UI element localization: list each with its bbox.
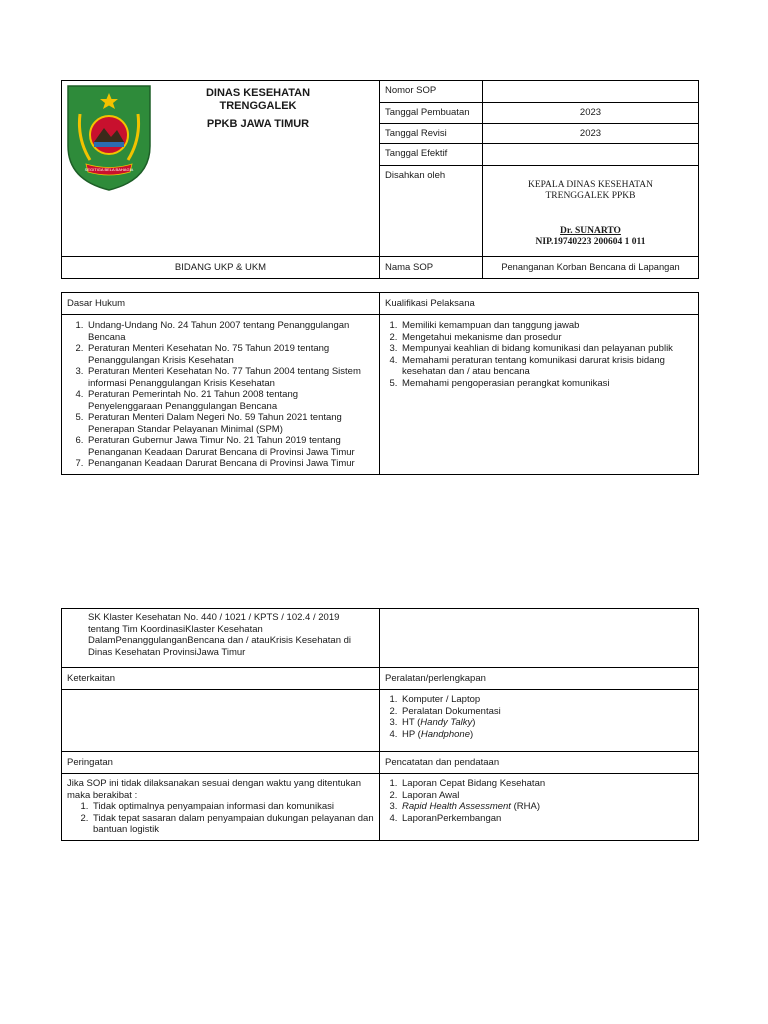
tanggal-efektif-label: Tanggal Efektif: [380, 144, 483, 166]
bidang-label: BIDANG UKP & UKM: [62, 257, 380, 279]
list-item: [400, 717, 694, 729]
item-text: Komputer / Laptop: [402, 694, 481, 705]
peringatan-label: Peringatan: [62, 752, 380, 774]
peralatan-cell: [380, 690, 699, 752]
list-item: 1. Memiliki kemampuan dan tanggung jawab: [400, 320, 694, 332]
list-item: [400, 729, 694, 741]
list-item: [400, 706, 694, 718]
sop-header-table: [61, 80, 699, 279]
trenggalek-logo-icon: [66, 84, 152, 192]
tanggal-revisi-value: 2023: [483, 123, 699, 144]
keterkaitan-value: [62, 690, 380, 752]
item-text: Laporan Awal: [402, 789, 460, 801]
list-item: 5. Memahami pengoperasian perangkat komunikasi: [400, 378, 694, 390]
approver-nip: NIP.19740223 200604 1 011: [535, 237, 646, 247]
pencatatan-cell: [380, 774, 699, 841]
dasar-hukum-list: [62, 320, 375, 470]
list-item: 1. Tidak optimalnya penyampaian informasi dan komunikasi: [91, 801, 374, 813]
item-after: ): [472, 717, 476, 728]
list-item: 5. Peraturan Menteri Dalam Negeri No. 59 Tahun 2021 tentang Penerapan Standar Pelayanan Minimal (SPM): [86, 412, 375, 435]
peralatan-list: [380, 694, 694, 740]
list-item: [400, 778, 694, 790]
keterkaitan-label: Keterkaitan: [62, 668, 380, 690]
tanggal-revisi-label: Tanggal Revisi: [380, 123, 483, 144]
header-title-cell: [62, 81, 380, 257]
tanggal-efektif-value: [483, 144, 699, 166]
dasar-hukum-table: [61, 292, 699, 475]
approver-title-2: TRENGGALEK PPKB: [545, 191, 636, 201]
dasar-hukum-cell: [62, 315, 380, 475]
list-item: 4. Peraturan Pemerintah No. 21 Tahun 2008 tentang Penyelenggaraan Penanggulangan Bencana: [86, 389, 375, 412]
tanggal-pembuatan-label: Tanggal Pembuatan: [380, 103, 483, 124]
approver-cell: [483, 166, 699, 257]
peringatan-list: [67, 801, 374, 836]
list-item: [400, 813, 694, 825]
pencatatan-label: Pencatatan dan pendataan: [380, 752, 699, 774]
item-text: Peralatan Dokumentasi: [402, 705, 501, 717]
list-item: 2. Mengetahui mekanisme dan prosedur: [400, 332, 694, 344]
kualifikasi-list: [380, 320, 694, 389]
institution-title: [178, 87, 338, 131]
sk-klaster-text: SK Klaster Kesehatan No. 440 / 1021 / KPTS / 102.4 / 2019 tentang Tim KoordinasiKlaster Kesehatan DalamPenanggulanganBencana dan / atauKrisis Kesehatan di Dinas Kesehatan ProvinsiJawa Timur: [62, 609, 380, 668]
nomor-sop-label: Nomor SOP: [380, 81, 483, 103]
list-item: 6. Peraturan Gubernur Jawa Timur No. 21 Tahun 2019 tentang Penanganan Keadaan Darurat Bencana di Provinsi Jawa Timur: [86, 435, 375, 458]
list-item: 1. Undang-Undang No. 24 Tahun 2007 tentang Penanggulangan Bencana: [86, 320, 375, 343]
list-item: 7. Penanganan Keadaan Darurat Bencana di Provinsi Jawa Timur: [86, 458, 375, 470]
list-item: [400, 694, 694, 706]
empty-cell: [380, 609, 699, 668]
item-italic: Rapid Health Assessment: [402, 801, 511, 812]
approver-title-1: KEPALA DINAS KESEHATAN: [527, 180, 654, 190]
item-text: LaporanPerkembangan: [402, 812, 502, 824]
peralatan-label: Peralatan/perlengkapan: [380, 668, 699, 690]
item-text: Laporan Cepat Bidang Kesehatan: [402, 778, 546, 789]
logo-banner-text: SEGITIGA BELA BAHAGIA: [84, 167, 134, 172]
nama-sop-label: Nama SOP: [380, 257, 483, 279]
list-item: 2. Tidak tepat sasaran dalam penyampaian dukungan pelayanan dan bantuan logistik: [91, 813, 374, 836]
item-italic: Handy Talky: [420, 717, 473, 728]
title-line-1: DINAS KESEHATAN TRENGGALEK: [205, 87, 311, 112]
kualifikasi-label: Kualifikasi Pelaksana: [380, 293, 699, 315]
tanggal-pembuatan-value: 2023: [483, 103, 699, 124]
title-line-2: PPKB JAWA TIMUR: [206, 118, 310, 130]
list-item: 3. Peraturan Menteri Kesehatan No. 77 Tahun 2004 tentang Sistem informasi Penanggulangan Krisis Kesehatan: [86, 366, 375, 389]
item-italic: Handphone: [420, 728, 470, 740]
kualifikasi-cell: [380, 315, 699, 475]
nama-sop-value: Penanganan Korban Bencana di Lapangan: [483, 257, 699, 279]
list-item: 4. Memahami peraturan tentang komunikasi darurat krisis bidang kesehatan dan / atau bencana: [400, 355, 694, 378]
item-after: ): [469, 728, 474, 740]
item-text: HT (: [402, 717, 421, 728]
dasar-hukum-label: Dasar Hukum: [62, 293, 380, 315]
peringatan-intro: Jika SOP ini tidak dilaksanakan sesuai dengan waktu yang ditentukan maka berakibat :: [67, 778, 361, 801]
nomor-sop-value: [483, 81, 699, 103]
list-item: 3. Mempunyai keahlian di bidang komunikasi dan pelayanan publik: [400, 343, 694, 355]
item-after: (RHA): [510, 801, 540, 812]
list-item: [400, 801, 694, 813]
approver-name: Dr. SUNARTO: [560, 226, 621, 236]
list-item: [400, 790, 694, 802]
keterkaitan-table: [61, 608, 699, 841]
list-item: 2. Peraturan Menteri Kesehatan No. 75 Tahun 2019 tentang Penanggulangan Krisis Kesehatan: [86, 343, 375, 366]
peringatan-cell: [62, 774, 380, 841]
pencatatan-list: [380, 778, 694, 824]
item-text: HP (: [402, 728, 421, 740]
disahkan-oleh-label: Disahkan oleh: [380, 166, 483, 257]
